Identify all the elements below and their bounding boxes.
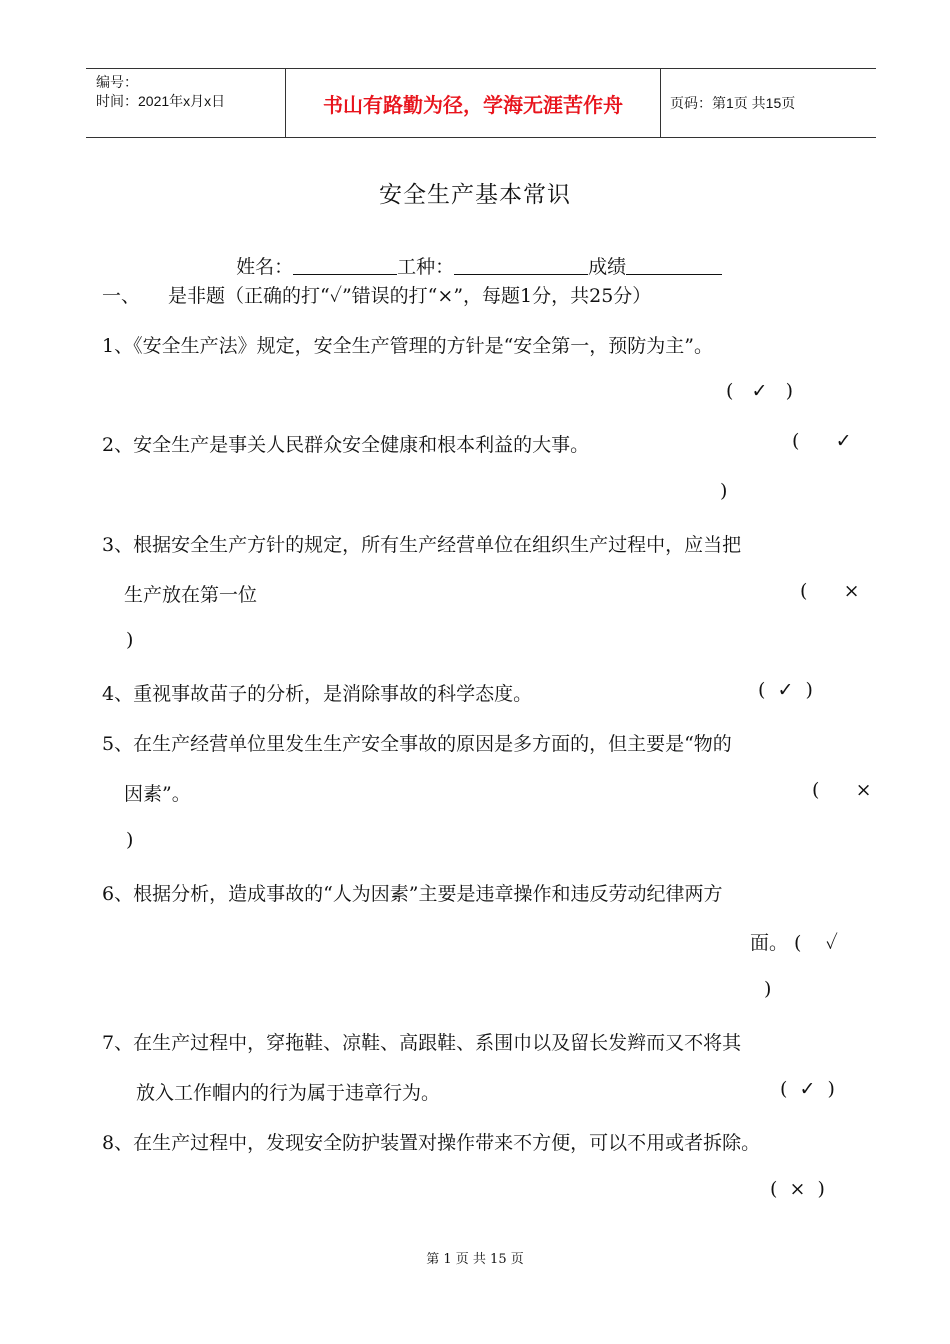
question-7-text-cont: 放入工作帽内的行为属于违章行为。 (136, 1082, 441, 1104)
question-6-answer-close: ) (764, 978, 772, 1000)
job-blank[interactable] (454, 256, 588, 275)
question-6-text: 6、根据分析，造成事故的“人为因素”主要是违章操作和违反劳动纪律两方 (102, 883, 723, 905)
question-8-text: 8、在生产过程中，发现安全防护装置对操作带来不方便，可以不用或者拆除。 (102, 1132, 761, 1154)
question-1-text: 1、《安全生产法》规定，安全生产管理的方针是“安全第一，预防为主”。 (102, 335, 714, 357)
question-7-text: 7、在生产过程中，穿拖鞋、凉鞋、高跟鞋、系围巾以及留长发辫而又不将其 (102, 1032, 742, 1054)
question-1-answer: ( ✓ ) (726, 380, 793, 402)
form-line (224, 230, 722, 279)
header-meta-cell (86, 69, 286, 137)
score-blank[interactable] (626, 256, 722, 275)
question-8-answer: ( × ) (770, 1178, 825, 1200)
page-footer: 第 1 页 共 15 页 (426, 1252, 524, 1267)
number-label: 编号： (96, 74, 138, 90)
question-4-text: 4、重视事故苗子的分析，是消除事故的科学态度。 (102, 683, 533, 705)
question-5-text-cont: 因素”。 (124, 783, 191, 805)
motto-text: 书山有路勤为径，学海无涯苦作舟 (323, 92, 623, 117)
question-3-answer-close: ) (126, 629, 134, 651)
name-blank[interactable] (293, 256, 397, 275)
document-title: 安全生产基本常识 (379, 182, 571, 208)
time-label: 时间：2021年x月x日 (96, 93, 226, 109)
question-7-answer: ( ✓ ) (780, 1078, 835, 1100)
question-5-text: 5、在生产经营单位里发生生产安全事故的原因是多方面的，但主要是“物的 (102, 733, 732, 755)
header-motto-cell (286, 69, 661, 137)
section-number: 一、 (102, 285, 141, 307)
question-6-text-cont: 面。 ( ✓ (750, 932, 838, 954)
question-3-text: 3、根据安全生产方针的规定，所有生产经营单位在组织生产过程中，应当把 (102, 534, 742, 556)
question-2-answer-close: ) (720, 480, 728, 502)
question-3-answer-open: ( × (800, 580, 860, 602)
document-header (86, 68, 876, 138)
question-2-answer-open: ( ✓ (792, 430, 852, 452)
job-label: 工种： (397, 256, 455, 278)
section-heading: 是非题（正确的打“✓”错误的打“×”，每题1分，共25分） (168, 285, 652, 307)
name-label: 姓名： (236, 256, 294, 278)
page-info: 页码：第1页 共15页 (670, 95, 796, 111)
question-5-answer-close: ) (126, 829, 134, 851)
question-3-text-cont: 生产放在第一位 (124, 584, 258, 606)
score-label: 成绩 (588, 256, 627, 278)
question-5-answer-open: ( × (812, 779, 872, 801)
header-page-cell (660, 69, 876, 137)
question-2-text: 2、安全生产是事关人民群众安全健康和根本利益的大事。 (102, 434, 590, 456)
question-4-answer: ( ✓ ) (758, 679, 813, 701)
